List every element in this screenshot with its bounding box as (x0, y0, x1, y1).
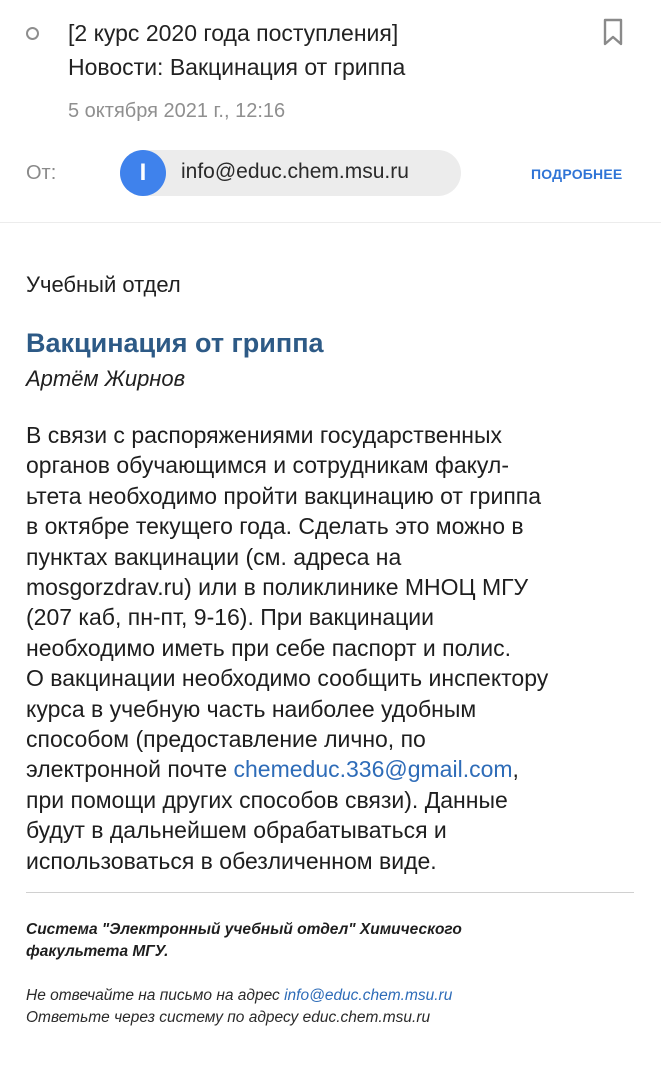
sender-chip[interactable] (120, 150, 461, 196)
email-line-prefix: электронной почте (26, 756, 234, 783)
body-line: в октябре текущего года. Сделать это можно в (26, 513, 524, 540)
news-author: Артём Жирнов (26, 366, 186, 391)
footer-system-line: Система "Электронный учебный отдел" Химического (26, 921, 462, 938)
news-title: Вакцинация от гриппа (26, 328, 324, 358)
body-line: использоваться в обезличенном виде. (26, 847, 437, 874)
body-line: (207 каб, пн-пт, 9-16). При вакцинации (26, 604, 435, 631)
body-line: курса в учебную часть наиболее удобным (26, 695, 477, 722)
body-line: О вакцинации необходимо сообщить инспектору (26, 665, 549, 692)
footer-reply-line: Ответьте через систему по адресу educ.chem.msu.ru (26, 1009, 431, 1026)
footer-reply-prefix: Не отвечайте на письмо на адрес (26, 987, 285, 1004)
details-button[interactable]: ПОДРОБНЕЕ (531, 166, 623, 182)
message-header (0, 0, 661, 223)
body-line: В связи с распоряжениями государственных (26, 422, 503, 448)
subject-line-2: Новости: Вакцинация от гриппа (68, 54, 406, 80)
footer-system-line: факультета МГУ. (26, 943, 169, 960)
body-line: пунктах вакцинации (см. адреса на (26, 543, 402, 570)
footer-system-note (26, 919, 462, 963)
body-line: mosgorzdrav.ru) или в поликлинике МНОЦ МГУ (26, 574, 529, 601)
message-subject (68, 16, 568, 84)
footer-divider (26, 892, 634, 893)
body-line: способом (предоставление лично, по (26, 726, 426, 753)
department-name: Учебный отдел (26, 272, 181, 297)
bookmark-icon[interactable] (602, 18, 624, 46)
body-line: будут в дальнейшем обрабатываться и (26, 817, 447, 844)
footer-reply-note (26, 985, 452, 1029)
subject-line-1: [2 курс 2020 года поступления] (68, 20, 399, 46)
unread-circle-icon[interactable] (26, 27, 39, 40)
sender-email: info@educ.chem.msu.ru (181, 160, 409, 183)
from-label: От: (26, 162, 57, 184)
footer-reply-line (26, 985, 452, 1007)
sender-avatar: I (120, 150, 166, 196)
message-body (26, 420, 646, 876)
body-line: необходимо иметь при себе паспорт и полис. (26, 634, 512, 661)
body-line: при помощи других способов связи). Данные (26, 786, 508, 813)
email-link[interactable]: chemeduc.336@gmail.com (233, 756, 513, 783)
body-line: ьтета необходимо пройти вакцинацию от гриппа (26, 482, 542, 509)
email-line-suffix: , (512, 756, 519, 783)
message-date: 5 октября 2021 г., 12:16 (68, 100, 286, 122)
body-line-email (26, 754, 646, 784)
footer-reply-email-link[interactable]: info@educ.chem.msu.ru (284, 987, 453, 1004)
body-line: органов обучающимся и сотрудникам факул- (26, 452, 509, 479)
